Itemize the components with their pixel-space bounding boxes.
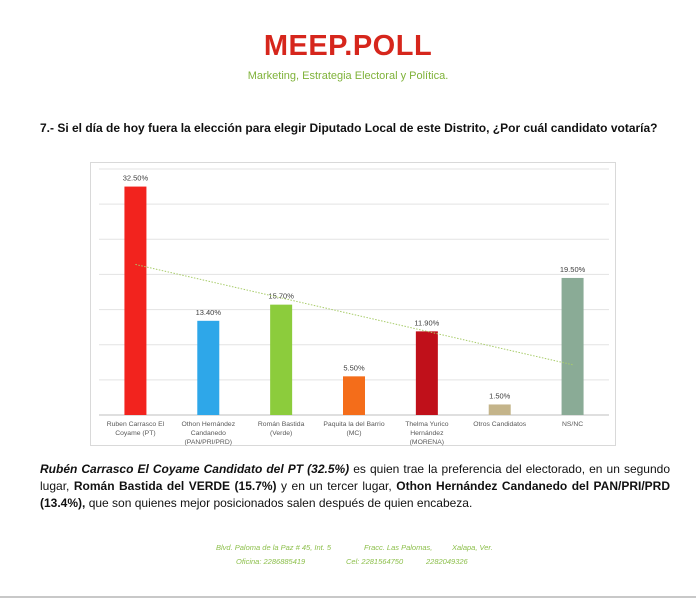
category-label-2-3: (PAN/PRI/PRD) <box>184 439 233 446</box>
summary-leader: Rubén Carrasco El Coyame Candidato del PT (32.5%) <box>40 462 350 476</box>
category-label-3-2: (Verde) <box>269 430 293 437</box>
summary-paragraph <box>40 461 670 512</box>
data-label-6: 1.50% <box>489 391 511 401</box>
bar-1 <box>124 187 146 415</box>
page-bottom-rule <box>0 596 696 598</box>
chart-svg <box>91 163 617 447</box>
data-label-5: 11.90% <box>414 318 440 328</box>
tagline: Marketing, Estrategia Electoral y Política. <box>247 70 449 82</box>
category-label-1-1: Ruben Carrasco El <box>106 421 165 428</box>
category-label-5-2: Hernández <box>410 430 444 437</box>
bar-2 <box>197 321 219 415</box>
bar-chart <box>90 162 616 446</box>
data-label-1: 32.50% <box>122 173 149 183</box>
footer-address: Blvd. Paloma de la Paz # 45, Int. 5 <box>216 543 332 552</box>
summary-text-3: que son quienes mejor posicionados salen después de quien encabeza. <box>85 496 473 510</box>
question-title: 7.- Si el día de hoy fuera la elección para elegir Diputado Local de este Distrito, ¿Por cuál candidato votaría? <box>40 121 658 135</box>
bar-7 <box>562 278 584 415</box>
summary-text-2: y en un tercer lugar, <box>276 479 397 493</box>
footer-phone2: 2282049326 <box>426 557 468 566</box>
category-label-2-2: Candanedo <box>190 430 226 437</box>
footer-office: Oficina: 2286885419 <box>236 557 306 566</box>
bar-5 <box>416 331 438 415</box>
footer-cell: Cel: 2281564750 <box>346 557 404 566</box>
category-label-3-1: Román Bastida <box>257 421 305 428</box>
bar-6 <box>489 404 511 415</box>
summary-second: Román Bastida del VERDE (15.7%) <box>73 479 277 493</box>
category-label-4-1: Paquita la del Barrio <box>323 421 385 428</box>
brand-logo: MEEP.POLL <box>263 30 433 62</box>
data-label-3: 15.70% <box>268 291 294 301</box>
category-label-5-3: (MORENA) <box>409 439 445 446</box>
data-label-7: 19.50% <box>559 264 586 274</box>
category-label-6-1: Otros Candidatos <box>473 421 527 428</box>
category-label-1-2: Coyame (PT) <box>115 430 156 437</box>
footer-district: Fracc. Las Palomas, <box>364 543 433 552</box>
summary-third: Othon Hernández Candanedo del PAN/PRI/PRD (13.4%), <box>40 479 670 510</box>
bar-4 <box>343 376 365 415</box>
category-label-7-1: NS/NC <box>561 421 584 428</box>
category-label-4-2: (MC) <box>346 430 362 437</box>
bar-3 <box>270 305 292 415</box>
footer-city: Xalapa, Ver. <box>452 543 493 552</box>
category-label-5-1: Thelma Yurico <box>405 421 449 428</box>
data-label-2: 13.40% <box>195 307 222 317</box>
category-label-2-1: Othon Hernández <box>181 421 236 428</box>
data-label-4: 5.50% <box>343 363 365 373</box>
summary-text-1: es quien trae la preferencia del electorado, en un segundo lugar, <box>40 462 670 493</box>
